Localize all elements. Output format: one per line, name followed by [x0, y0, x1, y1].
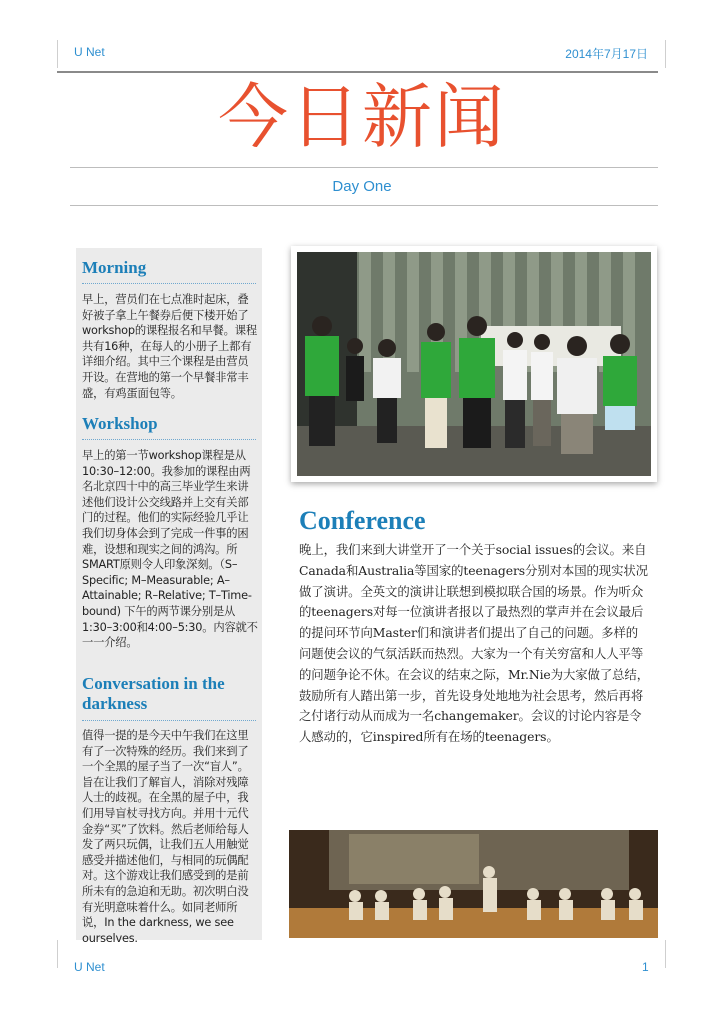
header-left: U Net: [74, 45, 105, 59]
page-number: 1: [642, 960, 649, 974]
header-left-divider: [57, 40, 58, 68]
header-right-divider: [665, 40, 666, 68]
page-subtitle: Day One: [332, 178, 392, 195]
darkness-heading: Conversation in the darkness: [82, 674, 225, 713]
sidebar: [76, 248, 262, 945]
footer-right-divider: [665, 940, 666, 968]
darkness-divider: [82, 720, 256, 721]
footer-left-divider: [57, 940, 58, 968]
page-title: 今日新闻: [218, 76, 506, 158]
header-date: 2014年7月17日: [565, 47, 648, 61]
darkness-text: 值得一提的是今天中午我们在这里有了一次特殊的经历。我们来到了一个全黑的屋子当了一次“盲人”。旨在让我们了解盲人，消除对残障人士的歧视。在全黑的屋子中，我们用导盲杖寻找方向。并用十元代金券“买”了饮料。然后老师给每人发了两只玩偶，让我们五人用触觉感受并描述他们，与相同的玩偶配对。这个游戏让我们感受到的是前所未有的急迫和无助。初次明白没有光明意味着什么。如同老师所说，In the darkness, we see ourselves.: [82, 729, 249, 945]
photo-students-icon: [291, 246, 657, 482]
conference-heading: Conference: [299, 506, 426, 535]
photo-stage-icon: [289, 830, 658, 938]
conference-text: 晚上，我们来到大讲堂开了一个关于social issues的会议。来自Canada和Australia等国家的teenagers分别对本国的现实状况做了演讲。全英文的演讲让联想到模拟联合国的场景。作为听众的teenagers对每一位演讲者报以了最热烈的掌声并在会议最后的提问环节向Master们和演讲者们提出了自己的问题。多样的问题使会议的气氛活跃而热烈。大家为一个有关穷富和人人平等的问题争论不休。在会议的结束之际，Mr.Nie为大家做了总结，鼓励所有人踏出第一步，首先设身处地地为社会思考，然后再将之付诸行动从而成为一名changemaker。会议的讨论内容是令人感动的，它inspired所有在场的teenagers。: [299, 542, 649, 745]
workshop-divider: [82, 439, 256, 440]
workshop-heading: Workshop: [82, 414, 158, 433]
title-rule: [70, 167, 658, 168]
subtitle-rule: [70, 205, 658, 206]
photo-students-at-board: [291, 246, 657, 482]
photo-conference-stage: [289, 830, 658, 938]
morning-heading: Morning: [82, 258, 147, 277]
footer-left: U Net: [74, 960, 105, 974]
morning-text: 早上，营员们在七点准时起床，叠好被子拿上午餐券后便下楼开始了workshop的课程报名和早餐。课程共有16种，在每人的小册子上都有详细介绍。其中三个课程是由营员开设。在营地的第一个早餐非常丰盛，有鸡蛋面包等。: [82, 293, 257, 400]
morning-divider: [82, 283, 256, 284]
workshop-text: 早上的第一节workshop课程是从10:30–12:00。我参加的课程由两名北京四十中的高三毕业学生来讲述他们设计公交线路并上交有关部门的过程。他们的实际经验几乎让我们切身体会到了完成一件事的困难，设想和现实之间的鸿沟。所SMART原则令人印象深刻。（S–Specific; M–Measurable; A–Attainable; R–Relative; T–Time-bound) 下午的两节课分别是从1:30–3:00和4:00–5:30。内容就不一一介绍。: [82, 449, 258, 650]
